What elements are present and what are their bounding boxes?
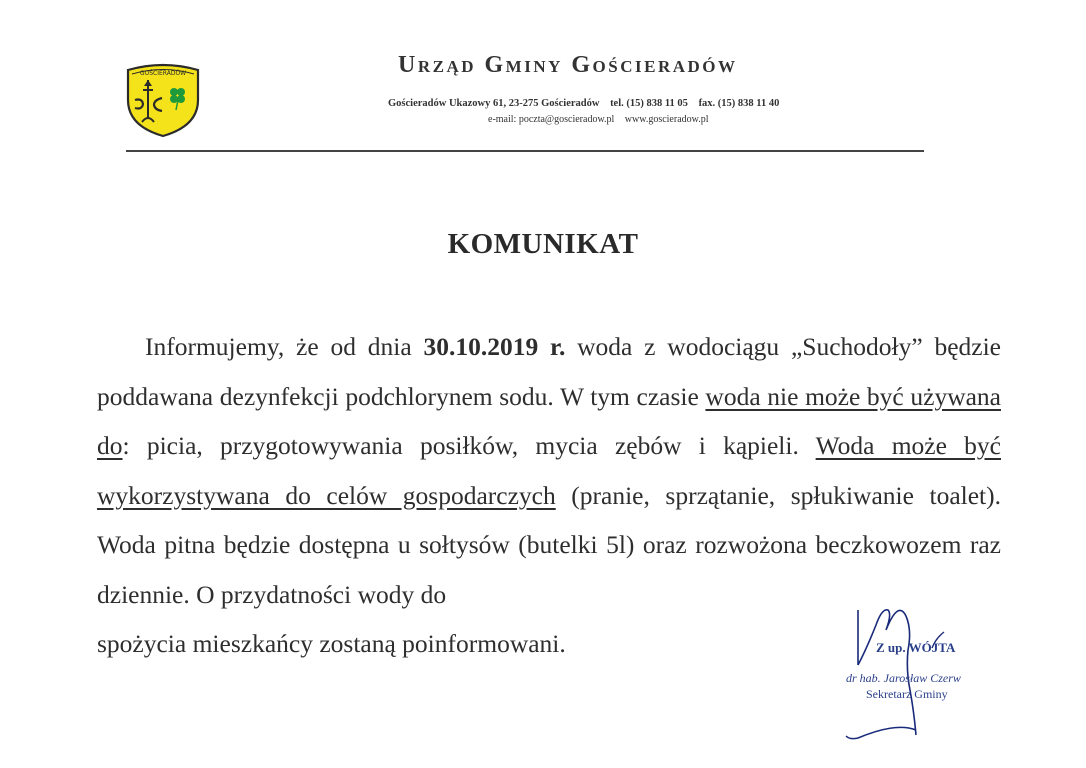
fax: fax. (15) 838 11 40	[698, 98, 780, 109]
signer-name: dr hab. Jarosław Czerw	[846, 671, 961, 685]
phone: tel. (15) 838 11 05	[610, 98, 688, 109]
contact-line-2	[488, 114, 848, 125]
body-text-5: spożycia mieszkańcy zostaną poinformowani.	[97, 629, 566, 658]
body-text-4: (pranie, sprzątanie, spłukiwanie toalet). Woda pitna będzie dostępna u sołtysów (butelki 5l) oraz rozwożona beczkowozem raz dziennie. O przydatności wody do	[97, 480, 1001, 609]
effective-date: 30.10.2019 r.	[423, 332, 566, 361]
document-heading: KOMUNIKAT	[447, 228, 639, 260]
office-name: Urząd Gminy Gościeradów	[398, 52, 738, 78]
prohibition-text: woda nie może być używana do	[97, 381, 1001, 460]
handwritten-signature-icon	[836, 590, 1006, 750]
website: www.goscieradow.pl	[624, 114, 709, 125]
body-text-3: : picia, przygotowywania posiłków, mycia zębów i kąpieli.	[122, 431, 816, 460]
stamp-line: Z up. WÓJTA	[876, 640, 956, 655]
body-text-2: woda z wodociągu „Suchodoły” będzie poddawana dezynfekcji podchlorynem sodu. W tym czasie	[97, 332, 1001, 411]
coat-of-arms-icon	[118, 58, 208, 140]
emblem-text: GOŚCIERADÓW	[139, 70, 187, 77]
header-divider	[126, 150, 924, 152]
signer-title: Sekretarz Gminy	[866, 687, 948, 701]
body-text-1: Informujemy, że od dnia	[145, 332, 424, 361]
email: e-mail: poczta@goscieradow.pl	[488, 114, 615, 125]
contact-line-1	[388, 98, 848, 109]
coat-of-arms	[118, 58, 208, 140]
signature-area	[836, 590, 1006, 750]
allowed-use-text: Woda może być wykorzystywana do celów gospodarczych	[97, 431, 1001, 510]
address: Gościeradów Ukazowy 61, 23-275 Gościeradów	[388, 98, 600, 109]
